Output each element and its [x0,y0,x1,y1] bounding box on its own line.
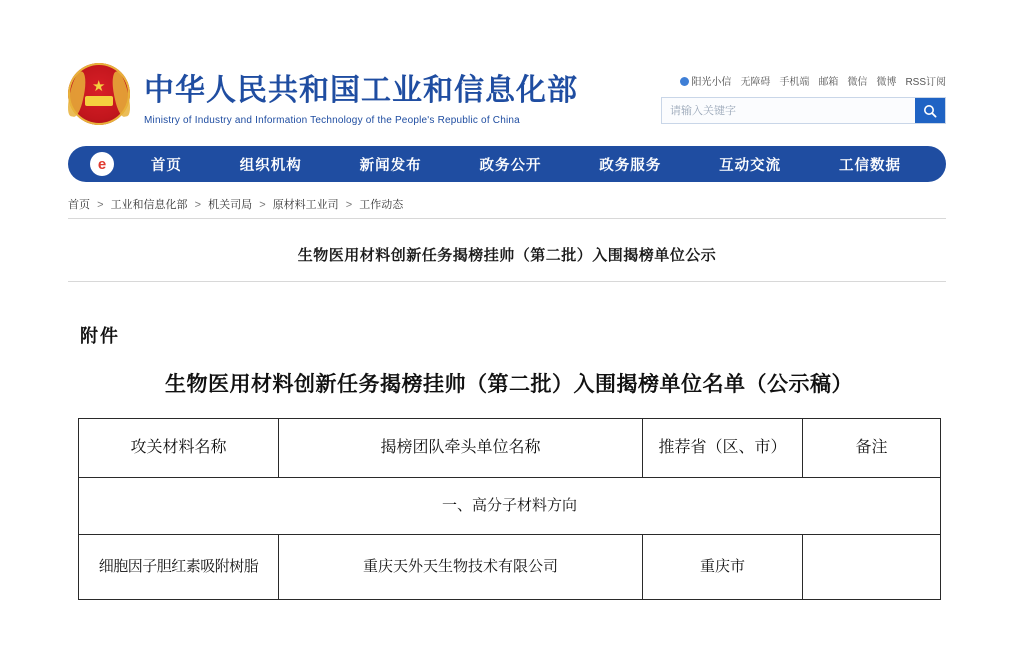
sun-icon [680,77,689,86]
breadcrumb-separator: > [97,199,104,211]
breadcrumb-separator: > [259,199,266,211]
utility-link-wechat[interactable]: 微信 [847,77,868,88]
breadcrumb-separator: > [194,199,202,211]
site-title-block [144,65,578,126]
breadcrumb [68,196,403,212]
site-title-en: Ministry of Industry and Information Technology of the People's Republic of China [144,115,520,126]
site-title-cn: 中华人民共和国工业和信息化部 [144,74,578,107]
cell-material-name: 细胞因子胆红素吸附树脂 [79,535,279,600]
utility-link-accessibility[interactable]: 无障碍 [740,77,771,88]
breadcrumb-item-departments[interactable]: 机关司局 [208,199,253,211]
utility-links [659,73,946,88]
cell-province: 重庆市 [643,535,803,600]
national-emblem-icon: ★ [68,63,130,125]
utility-link-mobile[interactable]: 手机端 [779,77,810,88]
mii-logo-icon[interactable]: e [90,152,114,176]
table-header-lead-unit: 揭榜团队牵头单位名称 [279,419,643,478]
divider-bottom [68,281,946,282]
utility-link-weibo[interactable]: 微博 [876,77,897,88]
table-section-row [79,478,941,535]
attachment-label: 附件 [80,326,120,346]
search-button[interactable] [915,98,945,123]
cell-lead-unit: 重庆天外天生物技术有限公司 [279,535,643,600]
utility-link-mail[interactable]: 邮箱 [818,77,839,88]
search-input[interactable] [662,105,915,117]
table-header-province: 推荐省（区、市） [643,419,803,478]
site-header [68,55,946,143]
utility-link-label: 阳光小信 [691,77,732,88]
breadcrumb-item-home[interactable]: 首页 [68,199,90,211]
main-navigation [68,146,946,182]
search-icon [923,104,937,118]
breadcrumb-item-ministry[interactable]: 工业和信息化部 [110,199,188,211]
nav-item-interaction[interactable]: 互动交流 [719,157,782,174]
attachment-document-title: 生物医用材料创新任务揭榜挂帅（第二批）入围揭榜单位名单（公示稿） [165,373,853,396]
utility-link-rss[interactable]: RSS订阅 [905,77,946,88]
table-row [79,535,941,600]
breadcrumb-item-updates[interactable]: 工作动态 [359,199,404,211]
article-title: 生物医用材料创新任务揭榜挂帅（第二批）入围揭榜单位公示 [297,247,717,264]
cell-remark [803,535,941,600]
breadcrumb-separator: > [345,199,353,211]
breadcrumb-item-raw-materials[interactable]: 原材料工业司 [272,199,339,211]
divider-top [68,218,946,219]
table-header-remark: 备注 [803,419,941,478]
nav-item-government-services[interactable]: 政务服务 [599,157,662,174]
nav-item-news[interactable]: 新闻发布 [359,157,422,174]
nav-item-government-affairs[interactable]: 政务公开 [479,157,542,174]
table-section-label: 一、高分子材料方向 [79,478,941,535]
shortlist-table [78,418,941,600]
table-header-row [79,419,941,478]
nav-item-list [122,154,946,175]
nav-item-organization[interactable]: 组织机构 [239,157,302,174]
nav-item-home[interactable]: 首页 [150,157,182,174]
table-header-material: 攻关材料名称 [79,419,279,478]
utility-link-sunshine[interactable] [680,73,731,88]
search-box [661,97,946,124]
nav-item-data[interactable]: 工信数据 [838,157,901,174]
